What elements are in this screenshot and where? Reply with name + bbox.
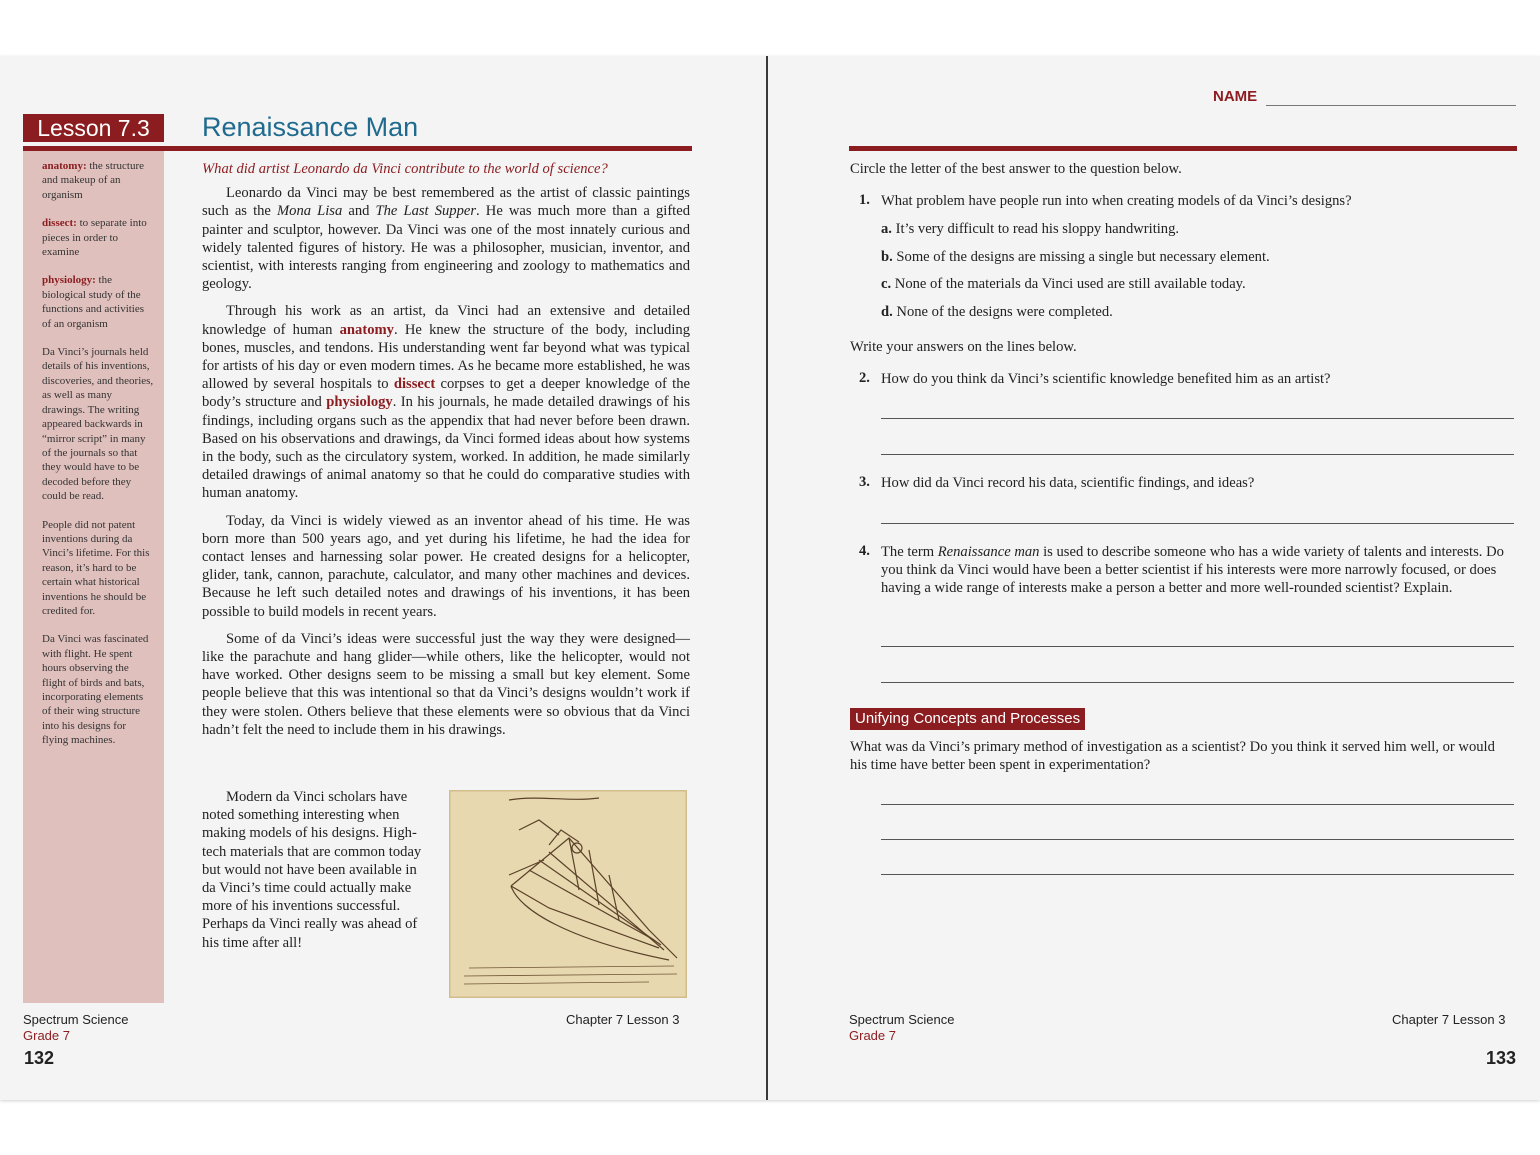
- paragraph-2: [202, 302, 690, 502]
- answer-line[interactable]: [881, 523, 1514, 524]
- option-letter: a.: [881, 221, 892, 237]
- question-text: What problem have people run into when creating models of da Vinci’s designs?: [881, 193, 1352, 209]
- vocab-term: physiology:: [42, 274, 96, 287]
- paragraph-3: Today, da Vinci is widely viewed as an inventor ahead of his time. He was born more than 500 years ago, and yet during his lifetime, he had the idea for contact lenses and harnessing solar power. He created designs for a helicopter, glider, tank, cannon, parachute, calculator, and many other machines and devices. Because he left such detailed notes and drawings of his inventions, it has been possible to build models in recent years.: [202, 512, 690, 620]
- header-rule: [849, 146, 1517, 151]
- painting-title: Mona Lisa: [276, 203, 343, 220]
- focus-question: What did artist Leonardo da Vinci contribute to the world of science?: [202, 161, 608, 177]
- italic-term: Renaissance man: [937, 544, 1040, 560]
- footer-title: Spectrum Science: [849, 1012, 955, 1027]
- question-number: 4.: [859, 543, 870, 559]
- text-run: The term: [881, 544, 938, 560]
- page-gutter: [766, 56, 768, 1100]
- text-run: and: [342, 203, 376, 220]
- footer-grade: Grade 7: [849, 1028, 896, 1043]
- section-question: What was da Vinci’s primary method of investigation as a scientist? Do you think it served him well, or would his time have better been spent in experimentation?: [850, 739, 1495, 774]
- text-run: . In his journals, he made detailed drawings of his findings, including organs such as the appendix that had never before been drawn. Based on his observations and drawings, da Vinci formed ideas about how systems in the body, such as the circulatory system, worked. In addition, he made similarly detailed drawings of animal anatomy so that he could do comparative studies with human anatomy.: [202, 394, 690, 502]
- option-letter: d.: [881, 304, 893, 320]
- option-text: It’s very difficult to read his sloppy handwriting.: [891, 221, 1180, 237]
- option-letter: b.: [881, 249, 893, 265]
- question-text: How do you think da Vinci’s scientific knowledge benefited him as an artist?: [881, 371, 1331, 387]
- footer-brand: [849, 1012, 955, 1044]
- sidebar-note: People did not patent inventions during da Vinci’s lifetime. For this reason, it’s hard to be certain what historical inventions he should be credited for.: [42, 518, 150, 617]
- flying-machine-sketch: [449, 790, 687, 998]
- answer-option-d[interactable]: [881, 303, 1113, 321]
- question-text: How did da Vinci record his data, scientific findings, and ideas?: [881, 475, 1255, 491]
- vocab-term: anatomy:: [42, 160, 87, 172]
- answer-line[interactable]: [881, 682, 1514, 683]
- instructions: Circle the letter of the best answer to the question below.: [850, 161, 1182, 177]
- name-field-line[interactable]: [1266, 105, 1516, 106]
- text-run: Through his work as an artist, da Vinci had an extensive and detailed knowledge of human: [202, 303, 690, 338]
- lesson-badge: Lesson 7.3: [23, 114, 164, 142]
- painting-title: The Last Supper: [375, 203, 477, 220]
- answer-line[interactable]: [881, 804, 1514, 805]
- vocab-highlight: physiology: [326, 394, 393, 411]
- answer-line[interactable]: [881, 839, 1514, 840]
- vocab-entry: [42, 216, 154, 259]
- paragraph-1: [202, 184, 690, 293]
- sidebar: [23, 151, 164, 1003]
- answer-option-b[interactable]: [881, 248, 1270, 266]
- sidebar-note: Da Vinci’s journals held details of his inventions, discoveries, and theories, as well as many drawings. The writing appeared backwards in “mirror script” in many of the journals so that they would have to be decoded before they could be read.: [42, 346, 154, 503]
- question-number: 3.: [859, 474, 870, 490]
- answer-line[interactable]: [881, 454, 1514, 455]
- vocab-term: dissect:: [42, 217, 77, 230]
- footer-chapter: Chapter 7 Lesson 3: [566, 1012, 680, 1027]
- text-run: is used to describe someone who has a wide variety of talents and interests. Do you think da Vinci would have been a better scientist if his interests were more narrowly focused, or does having a wide range of interests make a person a better and more well-rounded scientist? Explain.: [881, 544, 1504, 597]
- vocab-definition: to separate into pieces in order to examine: [42, 217, 147, 259]
- text-run: corpses to get a deeper knowledge of the body’s structure and: [202, 376, 690, 411]
- article-body: [202, 160, 690, 748]
- question-number: 2.: [859, 370, 870, 386]
- vocab-definition: the structure and makeup of an organism: [42, 160, 145, 201]
- paragraph-4: Some of da Vinci’s ideas were successful just the way they were designed—like the parachute and hang glider—while others, like the helicopter, would not have worked. Other designs seem to be missing a small but key element. Some people believe that this was intentional so that da Vinci’s designs wouldn’t work if they were stolen. Others believe that these elements were so obvious that da Vinci hadn’t felt the need to include them in his drawings.: [202, 630, 690, 738]
- sidebar-note: Da Vinci was fascinated with flight. He spent hours observing the flight of birds and bats, incorporating elements of their wing structure into his designs for flying machines.: [42, 633, 149, 747]
- option-text: None of the designs were completed.: [892, 304, 1113, 320]
- question-text: [881, 543, 1505, 598]
- answer-line[interactable]: [881, 418, 1514, 419]
- option-text: Some of the designs are missing a single but necessary element.: [892, 249, 1270, 265]
- text-run: . He was much more than a gifted painter and sculptor, however. Da Vinci was one of the most innately curious and widely talented figures of history. He was a philosopher, musician, inventor, and scientist, with interests ranging from engineering and zoology to mathematics and geology.: [202, 203, 691, 293]
- text-run: Leonardo da Vinci may be best remembered as the artist of classic paintings such as the: [202, 185, 690, 220]
- vocab-highlight: dissect: [393, 376, 436, 393]
- answer-option-a[interactable]: [881, 220, 1179, 238]
- text-run: . He knew the structure of the body, including bones, muscles, and tendons. His understanding went far beyond what was typical for artists of his day or even modern times. As he became more established, he was allowed by several hospitals to: [202, 321, 690, 393]
- lesson-title: Renaissance Man: [202, 112, 419, 142]
- instructions: Write your answers on the lines below.: [850, 339, 1077, 355]
- answer-line[interactable]: [881, 646, 1514, 647]
- vocab-highlight: anatomy: [339, 321, 394, 338]
- answer-option-c[interactable]: [881, 275, 1246, 293]
- option-letter: c.: [881, 276, 892, 292]
- footer-title: Spectrum Science: [23, 1012, 129, 1027]
- name-label: NAME: [1213, 88, 1258, 105]
- paragraph-5: Modern da Vinci scholars have noted something interesting when making models of his designs. High-tech materials that are common today but would not have been available in da Vinci’s time could actually make more of his inventions successful. Perhaps da Vinci really was ahead of his time after all!: [202, 789, 422, 951]
- footer-grade: Grade 7: [23, 1028, 70, 1043]
- option-text: None of the materials da Vinci used are still available today.: [891, 276, 1246, 292]
- section-badge: Unifying Concepts and Processes: [850, 708, 1085, 730]
- answer-line[interactable]: [881, 874, 1514, 875]
- sidebar-content: [42, 159, 154, 762]
- page-number: 133: [1486, 1048, 1517, 1068]
- question-number: 1.: [859, 192, 870, 208]
- footer-chapter: Chapter 7 Lesson 3: [1392, 1012, 1506, 1027]
- sketch-drawing: [449, 790, 687, 998]
- vocab-entry: [42, 273, 154, 331]
- page-number: 132: [24, 1048, 55, 1068]
- vocab-definition: the biological study of the functions and activities of an organism: [42, 274, 145, 330]
- vocab-entry: [42, 159, 154, 202]
- footer-brand: [23, 1012, 129, 1044]
- workbook-spread: [0, 56, 1540, 1100]
